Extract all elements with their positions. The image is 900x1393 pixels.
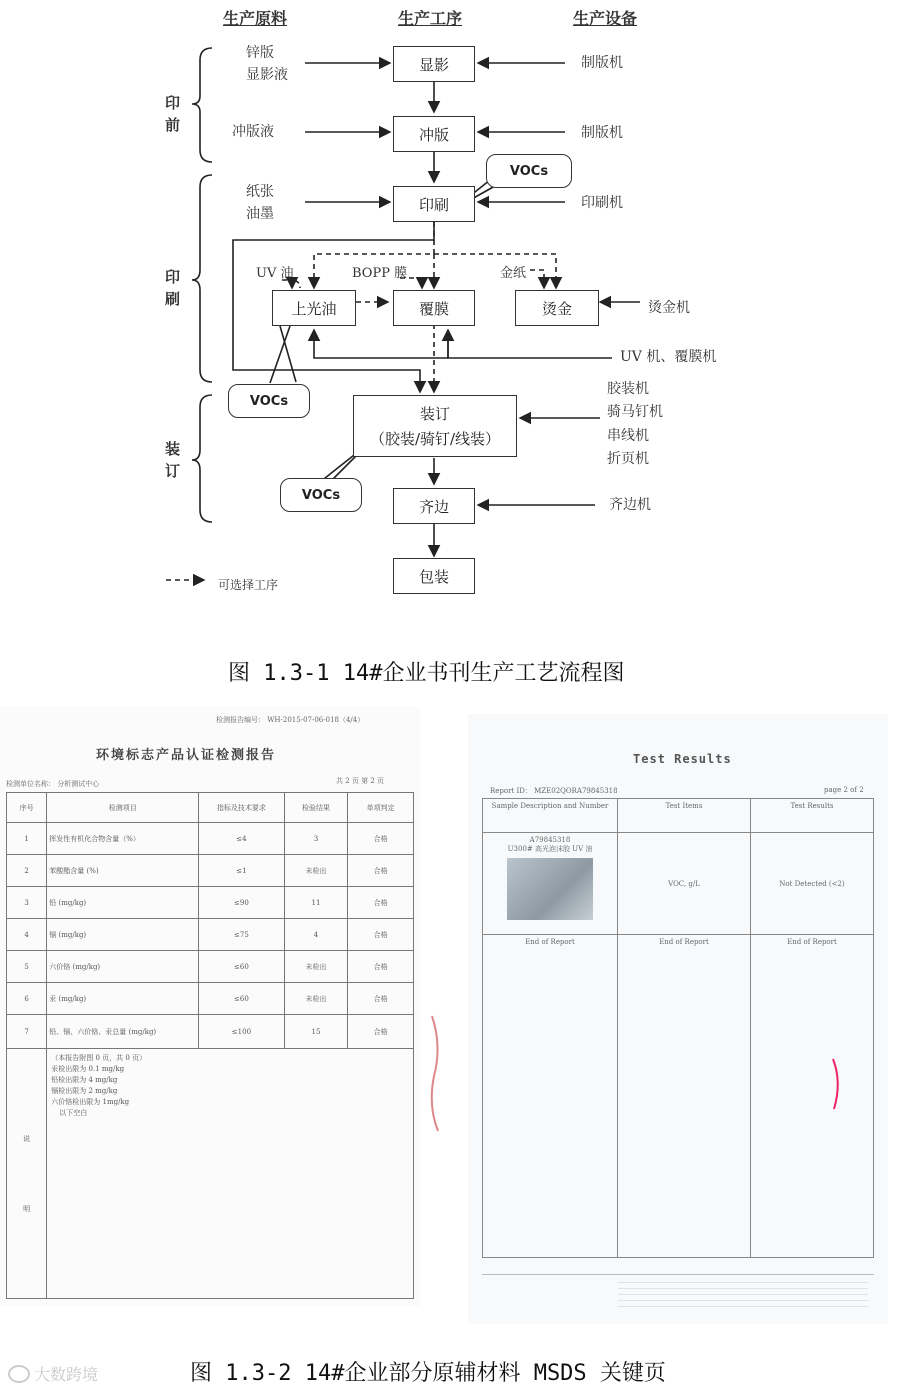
equipment-binder-3: 串线机 — [607, 428, 649, 444]
watermark — [8, 1362, 98, 1385]
equipment-binder-4: 折页机 — [607, 451, 649, 467]
cell: 六价铬 (mg/kg) — [47, 951, 199, 983]
stage-prepress: 印前 — [165, 94, 181, 134]
cell: 合格 — [348, 983, 414, 1015]
process-laminate: 覆膜 — [393, 290, 475, 326]
equipment-uv-laminator: UV 机、覆膜机 — [620, 349, 717, 365]
note-line: 铅检出限为 4 mg/kg — [51, 1076, 118, 1084]
end-of-report: End of Report — [618, 935, 751, 1258]
report-id: Report ID： MZE02QORA79845318 — [490, 787, 618, 795]
test-result-cell: Not Detected (<2) — [751, 833, 874, 935]
cell: 7 — [7, 1015, 47, 1049]
sample-number: A79845318 — [529, 836, 571, 844]
cell: 铅 (mg/kg) — [47, 887, 199, 919]
report-table — [6, 792, 414, 1299]
cell: 未检出 — [284, 951, 348, 983]
cell: ≤4 — [199, 823, 284, 855]
material-washing-fluid: 冲版液 — [232, 124, 274, 140]
cell: 合格 — [348, 919, 414, 951]
col-item: 检测项目 — [47, 793, 199, 823]
cell: 镉 (mg/kg) — [47, 919, 199, 951]
note-line: 镉检出限为 2 mg/kg — [51, 1087, 118, 1095]
header-materials: 生产原料 — [223, 9, 288, 28]
process-binding — [353, 395, 517, 457]
table-row — [7, 983, 414, 1015]
cell: 11 — [284, 887, 348, 919]
cell: 2 — [7, 855, 47, 887]
equipment-printer: 印刷机 — [581, 195, 623, 211]
col-test-items: Test Items — [618, 799, 751, 833]
note-line: 六价铬检出限为 1mg/kg — [51, 1098, 130, 1106]
material-uv-oil: UV 油 — [256, 266, 294, 281]
col-result: 检验结果 — [284, 793, 348, 823]
process-varnish: 上光油 — [272, 290, 356, 326]
cell: 15 — [284, 1015, 348, 1049]
sample-photo — [507, 858, 593, 920]
results-table — [482, 798, 874, 1258]
equipment-plate-maker-2: 制版机 — [581, 125, 623, 141]
stage-binding: 装订 — [165, 440, 181, 480]
footer-fine-print — [618, 1282, 868, 1312]
col-no: 序号 — [7, 793, 47, 823]
cell: ≤60 — [199, 983, 284, 1015]
process-trim: 齐边 — [393, 488, 475, 524]
cell: 合格 — [348, 951, 414, 983]
cell: 挥发性有机化合物含量（%） — [47, 823, 199, 855]
cell: 3 — [7, 887, 47, 919]
report-pages: 共 2 页 第 2 页 — [336, 777, 385, 785]
red-stamp-mark-2 — [828, 1054, 848, 1114]
cell: ≤75 — [199, 919, 284, 951]
watermark-text: 大数跨境 — [34, 1365, 99, 1384]
note-line: 以下空白 — [59, 1109, 88, 1117]
cell: 未检出 — [284, 855, 348, 887]
notes-row — [7, 1049, 414, 1299]
process-develop: 显影 — [393, 46, 475, 82]
cell: 4 — [7, 919, 47, 951]
cell: 铅、镉、六价铬、汞总量 (mg/kg) — [47, 1015, 199, 1049]
table-row — [7, 855, 414, 887]
cell: 合格 — [348, 887, 414, 919]
note-line: 汞检出限为 0.1 mg/kg — [51, 1065, 125, 1073]
table-row — [7, 887, 414, 919]
test-results-title: Test Results — [633, 752, 732, 766]
col-sample: Sample Description and Number — [483, 799, 618, 833]
red-stamp-mark — [420, 1006, 450, 1136]
header-process: 生产工序 — [398, 9, 463, 28]
legend-optional-process: 可选择工序 — [218, 578, 279, 592]
cell: ≤90 — [199, 887, 284, 919]
vocs-callout-binding: VOCs — [280, 478, 362, 512]
equipment-binder-1: 胶装机 — [607, 381, 649, 397]
process-pack: 包装 — [393, 558, 475, 594]
col-judgement: 单项判定 — [348, 793, 414, 823]
figure-caption-2: 图 1.3-2 14#企业部分原辅材料 MSDS 关键页 — [190, 1361, 666, 1386]
process-wash: 冲版 — [393, 116, 475, 152]
note-line: （本报告附图 0 页，共 0 页） — [51, 1054, 147, 1062]
report-title: 环境标志产品认证检测报告 — [96, 748, 277, 763]
process-binding-methods: （胶装/骑钉/线装） — [369, 430, 501, 448]
end-of-report: End of Report — [483, 935, 618, 1258]
table-header-row — [7, 793, 414, 823]
report-page: page 2 of 2 — [824, 786, 864, 794]
table-row — [7, 919, 414, 951]
col-test-results: Test Results — [751, 799, 874, 833]
equipment-binder-2: 骑马钉机 — [607, 404, 663, 420]
material-bopp-film: BOPP 膜 — [352, 266, 408, 281]
cell: 3 — [284, 823, 348, 855]
results-row — [483, 833, 874, 935]
report-unit: 检测单位名称： 分析测试中心 — [6, 780, 100, 788]
notes-label-1: 说 — [23, 1134, 31, 1143]
footer-divider — [482, 1274, 874, 1275]
cell: 5 — [7, 951, 47, 983]
equipment-plate-maker-1: 制版机 — [581, 55, 623, 71]
notes-label — [7, 1049, 47, 1299]
end-row — [483, 935, 874, 1258]
results-header-row — [483, 799, 874, 833]
process-hot-stamp: 烫金 — [515, 290, 599, 326]
watermark-logo-icon — [8, 1365, 30, 1383]
vocs-callout-varnish: VOCs — [228, 384, 310, 418]
equipment-trimmer: 齐边机 — [609, 497, 651, 513]
sample-description: U300# 高光泡沫胶 UV 油 — [507, 845, 593, 853]
cell: ≤100 — [199, 1015, 284, 1049]
notes-label-2: 明 — [23, 1204, 31, 1213]
notes-content — [47, 1049, 414, 1299]
end-of-report: End of Report — [751, 935, 874, 1258]
vocs-callout-print: VOCs — [486, 154, 572, 188]
material-paper: 纸张 — [246, 184, 274, 200]
process-print: 印刷 — [393, 186, 475, 222]
equipment-stamper: 烫金机 — [648, 300, 690, 316]
cell: 汞 (mg/kg) — [47, 983, 199, 1015]
header-equipment: 生产设备 — [573, 9, 638, 28]
stage-printing: 印刷 — [165, 268, 181, 308]
col-limit: 指标及技术要求 — [199, 793, 284, 823]
cell: 苯酸酯含量 (%) — [47, 855, 199, 887]
material-developer: 显影液 — [246, 67, 288, 83]
test-report-right — [468, 714, 888, 1324]
test-report-left — [0, 706, 420, 1306]
cell: 6 — [7, 983, 47, 1015]
sample-cell — [483, 833, 618, 935]
cell: ≤1 — [199, 855, 284, 887]
cell: 未检出 — [284, 983, 348, 1015]
material-zinc-plate: 锌版 — [246, 45, 274, 61]
process-binding-label: 装订 — [419, 405, 450, 423]
material-ink: 油墨 — [246, 206, 274, 222]
figure-caption-1: 图 1.3-1 14#企业书刊生产工艺流程图 — [228, 661, 625, 686]
material-gold-foil: 金纸 — [500, 266, 527, 281]
table-row — [7, 823, 414, 855]
cell: 合格 — [348, 855, 414, 887]
test-item-cell: VOC, g/L — [618, 833, 751, 935]
table-row — [7, 1015, 414, 1049]
cell: 4 — [284, 919, 348, 951]
cell: 合格 — [348, 1015, 414, 1049]
cell: 1 — [7, 823, 47, 855]
cell: ≤60 — [199, 951, 284, 983]
cell: 合格 — [348, 823, 414, 855]
report-number: 检测报告编号： WH-2015-07-06-018（4/4） — [216, 716, 365, 724]
table-row — [7, 951, 414, 983]
